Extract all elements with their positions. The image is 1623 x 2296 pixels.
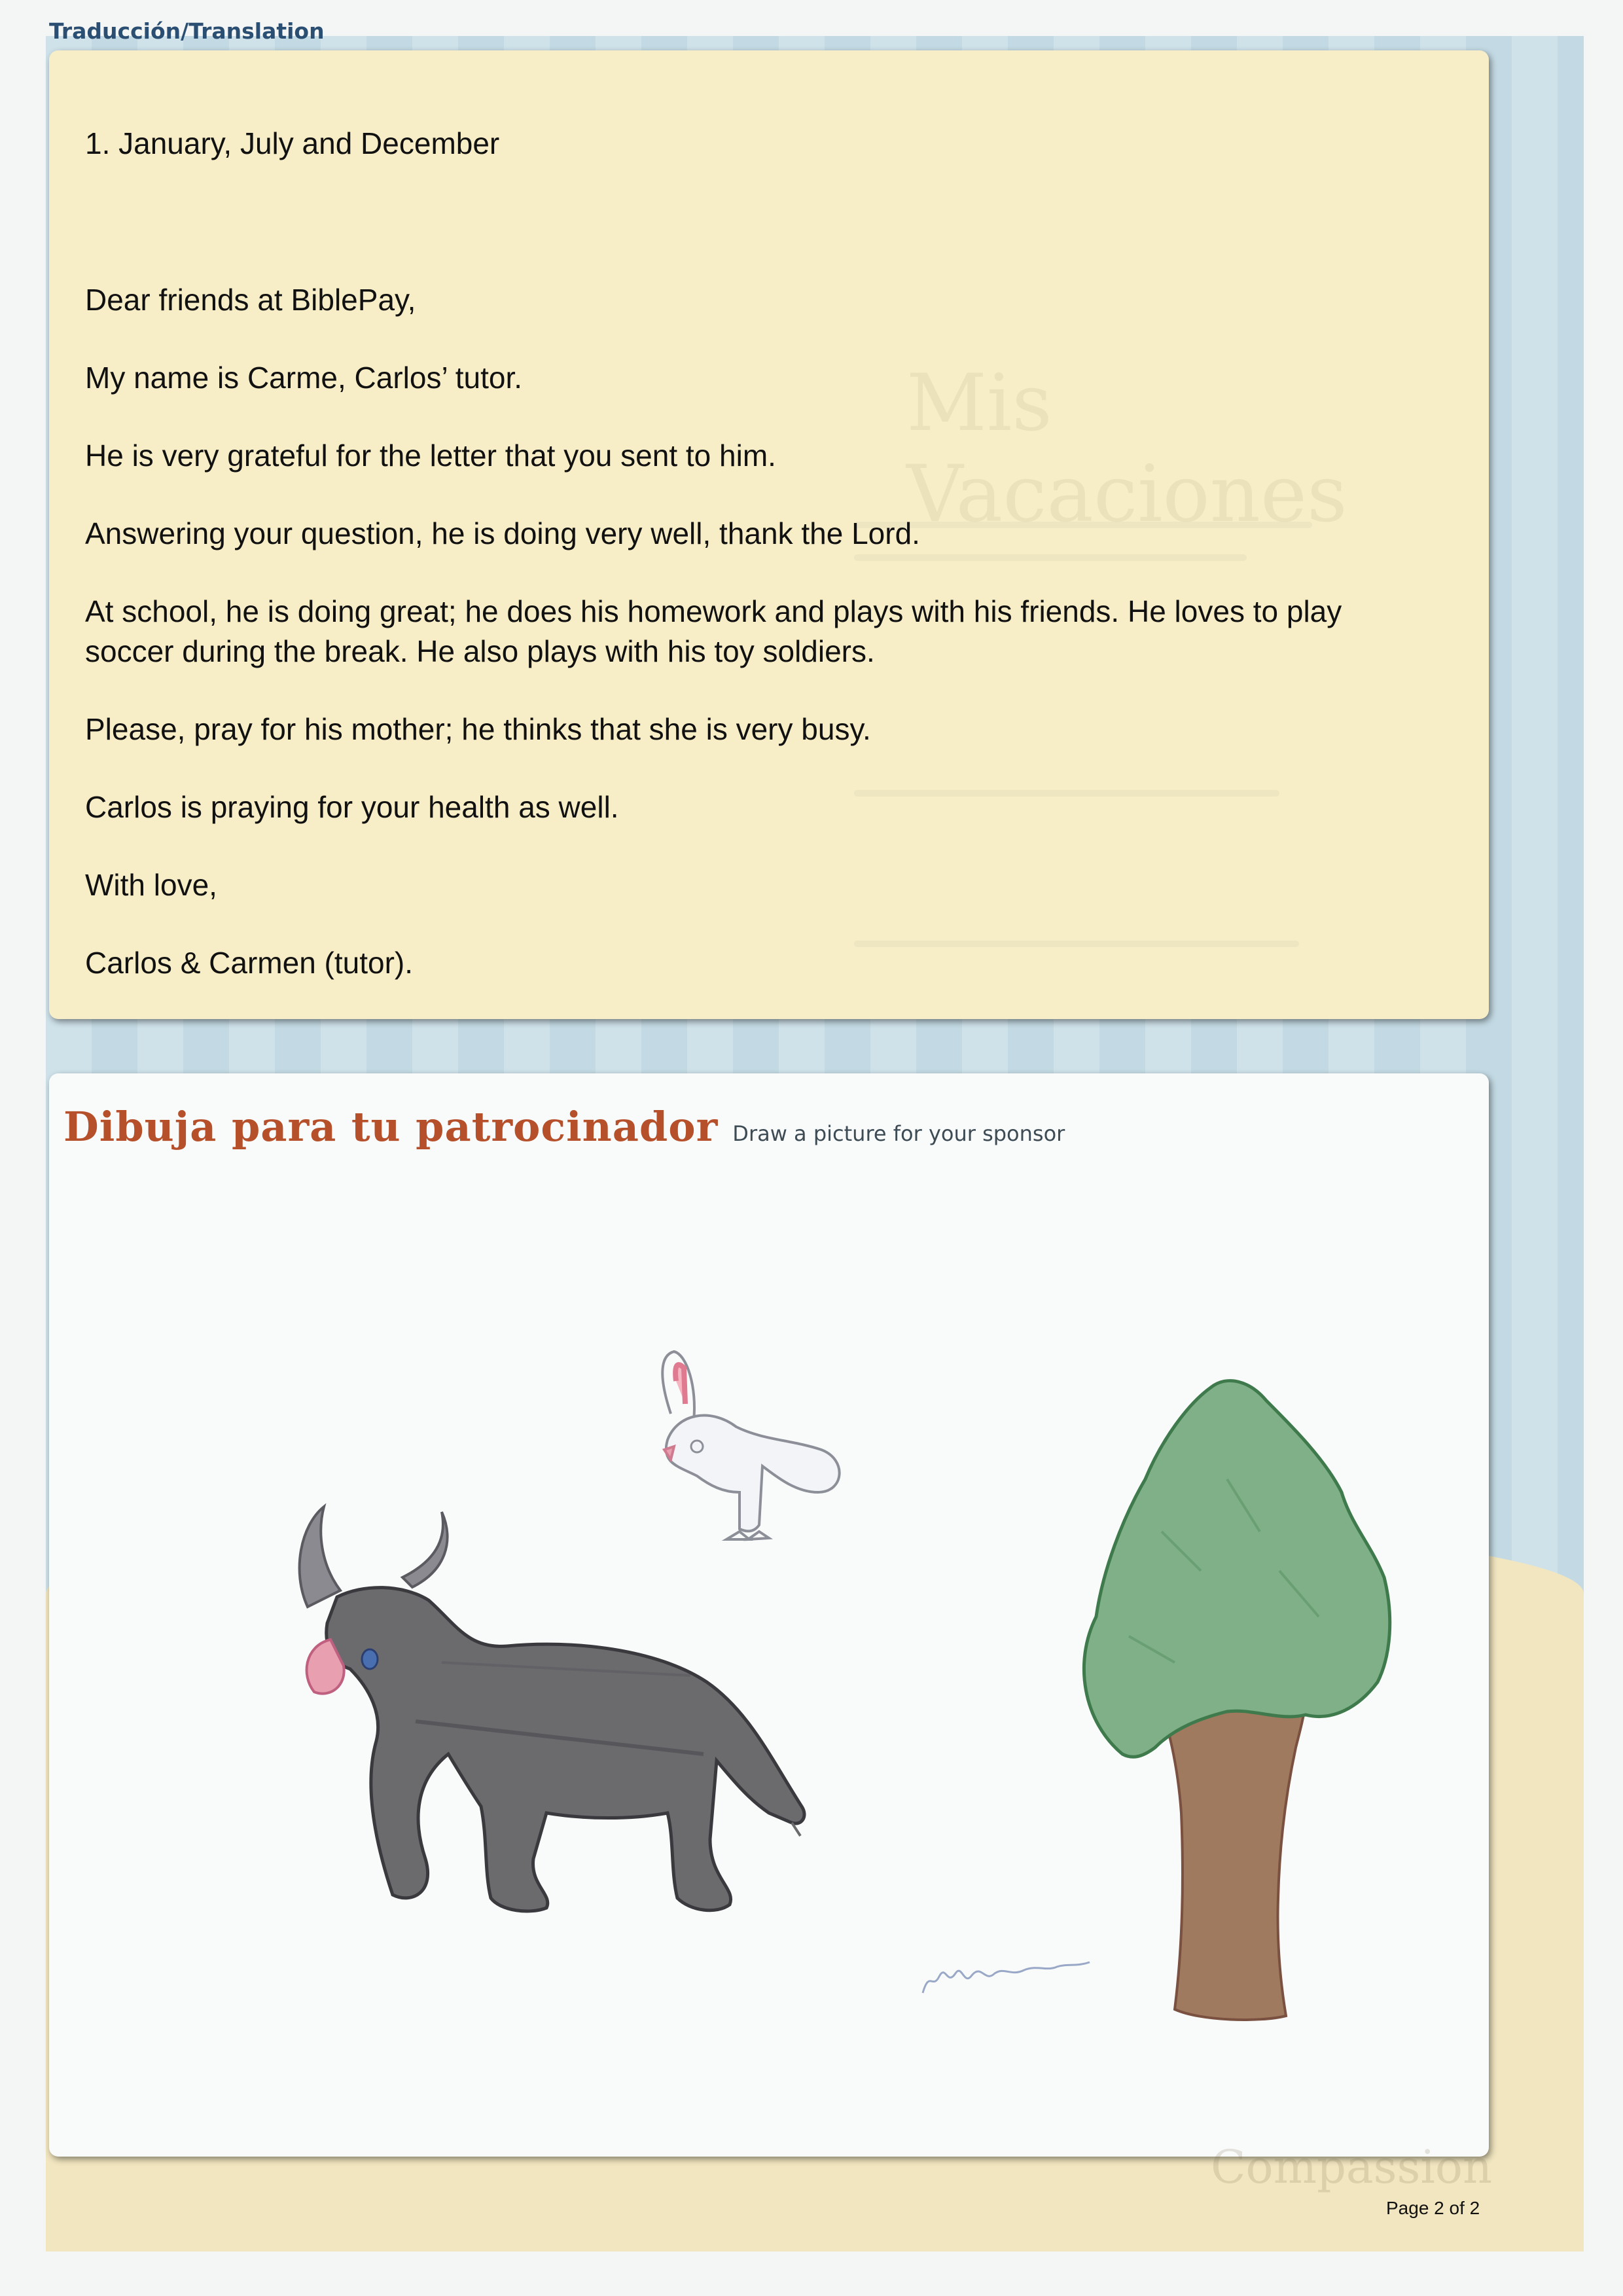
- drawing-title-english: Draw a picture for your sponsor: [732, 1121, 1065, 1146]
- page-number: Page 2 of 2: [1386, 2198, 1480, 2218]
- letter-paragraph: With love,: [85, 868, 217, 902]
- letter-paragraph: He is very grateful for the letter that you sent to him.: [85, 439, 776, 473]
- letter-paragraph: 1. January, July and December: [85, 126, 500, 160]
- letter-paragraph: At school, he is doing great; he does his homework and plays with his friends. He loves to play soccer during the break. He also plays with his toy soldiers.: [85, 594, 1342, 668]
- letter-paragraph: Please, pray for his mother; he thinks that she is very busy.: [85, 712, 871, 746]
- letter-paragraph: Answering your question, he is doing very well, thank the Lord.: [85, 516, 920, 550]
- brand-watermark: Compassion: [1211, 2140, 1493, 2194]
- letter-paragraph: My name is Carme, Carlos’ tutor.: [85, 361, 523, 395]
- drawing-title-spanish: Dibuja para tu patrocinador: [63, 1103, 719, 1151]
- background-title: Mis Vacaciones: [906, 358, 1347, 540]
- letter-paragraph: Carlos & Carmen (tutor).: [85, 946, 414, 980]
- signature-scribble: [923, 1962, 1090, 1993]
- translation-heading: Traducción/Translation: [49, 18, 325, 44]
- bunny-drawing: [662, 1352, 839, 1539]
- drawing-card: [49, 1073, 1489, 2157]
- tree-drawing: [1084, 1381, 1389, 2020]
- letter-card: [49, 50, 1489, 1019]
- child-drawing: [49, 1073, 1489, 2157]
- bull-drawing: [300, 1507, 804, 1911]
- letter-paragraph: Carlos is praying for your health as well.: [85, 790, 619, 824]
- letter-body: [85, 124, 1433, 1019]
- letter-paragraph: Dear friends at BiblePay,: [85, 283, 416, 317]
